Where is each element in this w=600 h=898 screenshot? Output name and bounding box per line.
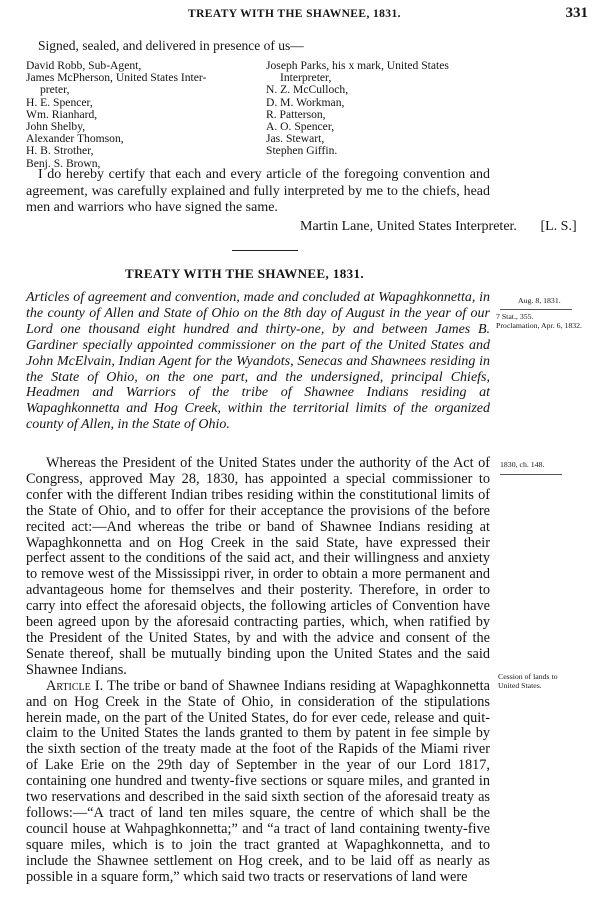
margin-note-rule bbox=[500, 474, 562, 475]
signature-line: Joseph Parks, his x mark, United States bbox=[266, 59, 449, 72]
margin-note-stat: 7 Stat., 355. bbox=[496, 312, 534, 321]
signature-line: John Shelby, bbox=[26, 120, 86, 134]
treaty-body bbox=[26, 456, 490, 885]
signature-line: James McPherson, United States Inter- bbox=[26, 71, 207, 85]
preamble-paragraph: Whereas the President of the United States under the authority of the Act of Congress, approved May 28, 1830, has appointed a special commissioner to confer with the different Indian tribes residing within the constitutional limits of the State of Ohio, and to offer for their acceptance the provisions of the before recited act:—And whereas the tribe or band of Shawnee Indians residing at Wapaghkonnetta and on Hog Creek in the said State, have expressed their perfect assent to the conditions of the said act, and their willingness and anxiety to remove west of the Mississippi river, in order to obtain a more permanent and advantageous home for themselves and their posterity. Therefore, in order to carry into effect the aforesaid objects, the following articles of Convention have been agreed upon by the aforesaid contracting parties, which, when ratified by the President of the United States, by and with the advice and consent of the Senate thereof, shall be mutually binding upon the United States and the said Shawnee Indians. bbox=[26, 455, 490, 678]
signature-line: H. E. Spencer, bbox=[26, 95, 93, 109]
signature-line: Benj. S. Brown, bbox=[26, 156, 101, 170]
signature-line: Wm. Rianhard, bbox=[26, 107, 98, 121]
signature-line: A. O. Spencer, bbox=[266, 120, 335, 134]
signature-line: H. B. Strother, bbox=[26, 144, 94, 158]
margin-note-act: 1830, ch. 148. bbox=[500, 460, 545, 469]
article-1-text: The tribe or band of Shawnee Indians residing at Wapaghkonnetta and on Hog Creek in the State of Ohio, in consideration of the stipulations herein made, on the part of the United States, do for ever cede, release and quit-claim to the United States the lands granted to them by patent in fee simple by the sixth section of the treaty made at the foot of the Rapids of the Miami river of Lake Erie on the 29th day of September in the year of our Lord 1817, containing one hundred and twenty-five sections or square miles, and granted in two reservations and described in the said sixth section of the aforesaid treaty as follows:—“A tract of land ten miles square, the centre of which shall be the council house at Wahpaghkonnetta;” and “a tract of land containing twenty-five square miles, which is to join the tract granted at Wapaghkonnetta, and to include the Shawnee settlement on Hog creek, and to be laid off as nearly as possible in a square form,” which said two tracts or reservations of land were bbox=[26, 677, 490, 885]
running-head: TREATY WITH THE SHAWNEE, 1831. bbox=[188, 8, 401, 20]
treaty-title: TREATY WITH THE SHAWNEE, 1831. bbox=[125, 266, 365, 281]
margin-note-proclamation: Proclamation, Apr. 6, 1832. bbox=[496, 321, 582, 330]
signature-line: preter, bbox=[40, 83, 70, 97]
signature-line: David Robb, Sub-Agent, bbox=[26, 59, 142, 72]
signature-line: Jas. Stewart, bbox=[266, 132, 325, 146]
signatures-right-column bbox=[266, 60, 449, 158]
signatures-intro: Signed, sealed, and delivered in presence of us— bbox=[38, 38, 304, 53]
interpreter-name: Martin Lane, United States Interpreter. bbox=[300, 219, 517, 234]
interpreter-signature bbox=[300, 219, 577, 235]
page-number: 331 bbox=[565, 5, 588, 21]
signature-line: Stephen Giffin. bbox=[266, 144, 338, 158]
articles-intro-paragraph: Articles of agreement and convention, made and concluded at Wapaghkonnetta, in the county of Allen and State of Ohio on the 8th day of August in the year of our Lord one thousand eight hundred and thirty-one, by and between James B. Gardiner specially appointed commissioner on the part of the United States and John McElvain, Indian Agent for the Wyandots, Senecas and Shawnees residing in the State of Ohio, on the one part, and the undersigned, principal Chiefs, Headmen and Warriors of the tribe of Shawnee Indians residing at Wapaghkonnetta and Hog Creek, within the territorial limits of the organized county of Allen, in the State of Ohio. bbox=[26, 290, 490, 433]
article-1-paragraph bbox=[26, 679, 490, 886]
margin-note-rule bbox=[500, 309, 572, 310]
signature-line: R. Patterson, bbox=[266, 107, 326, 121]
section-divider bbox=[232, 250, 298, 251]
article-1-label: Article I. bbox=[46, 677, 104, 694]
signature-line: Interpreter, bbox=[280, 71, 332, 85]
margin-note-date: Aug. 8, 1831. bbox=[518, 296, 561, 305]
signatures-left-column bbox=[26, 60, 206, 170]
certification-paragraph: I do hereby certify that each and every article of the foregoing convention and agreement, was carefully explained and fully interpreted by me to the chiefs, head men and warriors who have signed the same. bbox=[26, 167, 490, 215]
signature-line: N. Z. McCulloch, bbox=[266, 83, 349, 97]
margin-note-cession-line: United States. bbox=[498, 681, 542, 690]
seal-mark: [L. S.] bbox=[540, 219, 577, 234]
margin-note-citation bbox=[496, 312, 596, 330]
margin-note-cession-line: Cession of lands to bbox=[498, 672, 558, 681]
signature-line: Alexander Thomson, bbox=[26, 132, 124, 146]
margin-note-cession bbox=[498, 672, 598, 690]
signature-line: D. M. Workman, bbox=[266, 95, 345, 109]
